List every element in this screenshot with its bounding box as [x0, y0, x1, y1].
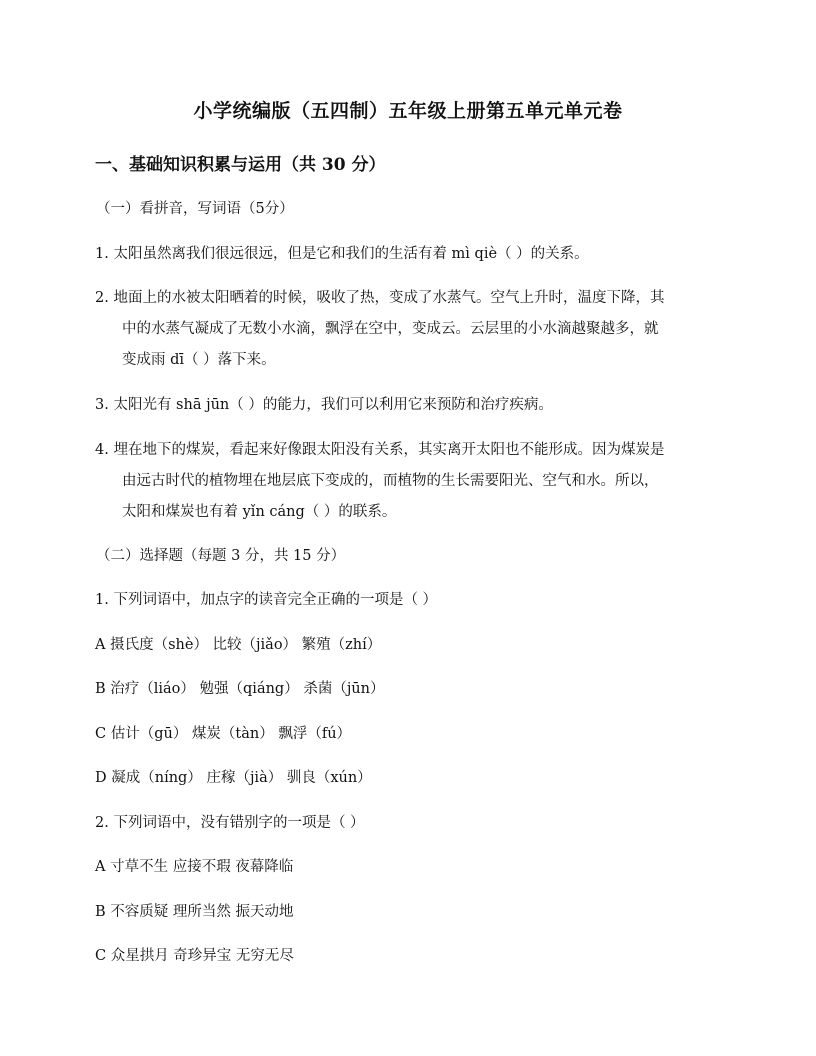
question-1: 1. 太阳虽然离我们很远很远，但是它和我们的生活有着 mì qiè（ ）的关系。: [95, 246, 589, 262]
question-4-line-2: 由远古时代的植物埋在地层底下变成的，而植物的生长需要阳光、空气和水。所以，: [122, 473, 659, 489]
choice-option-d: D 凝成（níng） 庄稼（jià） 驯良（xún）: [95, 770, 372, 786]
choice-option-a: A 寸草不生 应接不瑕 夜幕降临: [95, 859, 294, 875]
page-title: 小学统编版（五四制）五年级上册第五单元单元卷: [193, 100, 623, 122]
question-2-line-3: 变成雨 dī（ ）落下来。: [122, 352, 276, 368]
question-4-line-1: 4. 埋在地下的煤炭，看起来好像跟太阳没有关系，其实离开太阳也不能形成。因为煤炭是: [95, 442, 665, 458]
question-2-line-2: 中的水蒸气凝成了无数小水滴，飘浮在空中，变成云。云层里的小水滴越聚越多，就: [122, 321, 659, 337]
question-3: 3. 太阳光有 shā jūn（ ）的能力，我们可以利用它来预防和治疗疾病。: [95, 397, 553, 413]
question-2-line-1: 2. 地面上的水被太阳晒着的时候，吸收了热，变成了水蒸气。空气上升时，温度下降，其: [95, 290, 665, 306]
choice-question-1-stem: 1. 下列词语中，加点字的读音完全正确的一项是（ ）: [95, 592, 438, 608]
part2-heading: （二）选择题（每题 3 分，共 15 分）: [96, 548, 346, 564]
choice-option-c: C 众星拱月 奇珍异宝 无穷无尽: [95, 948, 294, 964]
choice-option-c: C 估计（gū） 煤炭（tàn） 飘浮（fú）: [95, 726, 352, 742]
choice-option-b: B 治疗（liáo） 勉强（qiáng） 杀菌（jūn）: [95, 681, 385, 697]
question-4-line-3: 太阳和煤炭也有着 yǐn cáng（ ）的联系。: [122, 504, 397, 520]
choice-question-2-stem: 2. 下列词语中，没有错别字的一项是（ ）: [95, 815, 365, 831]
choice-option-a: A 摄氏度（shè） 比较（jiǎo） 繁殖（zhí）: [95, 637, 382, 653]
choice-option-b: B 不容质疑 理所当然 振天动地: [95, 904, 294, 920]
section-heading: 一、基础知识积累与运用（共 30 分）: [95, 155, 386, 175]
part1-heading: （一）看拼音，写词语（5分）: [96, 201, 294, 217]
